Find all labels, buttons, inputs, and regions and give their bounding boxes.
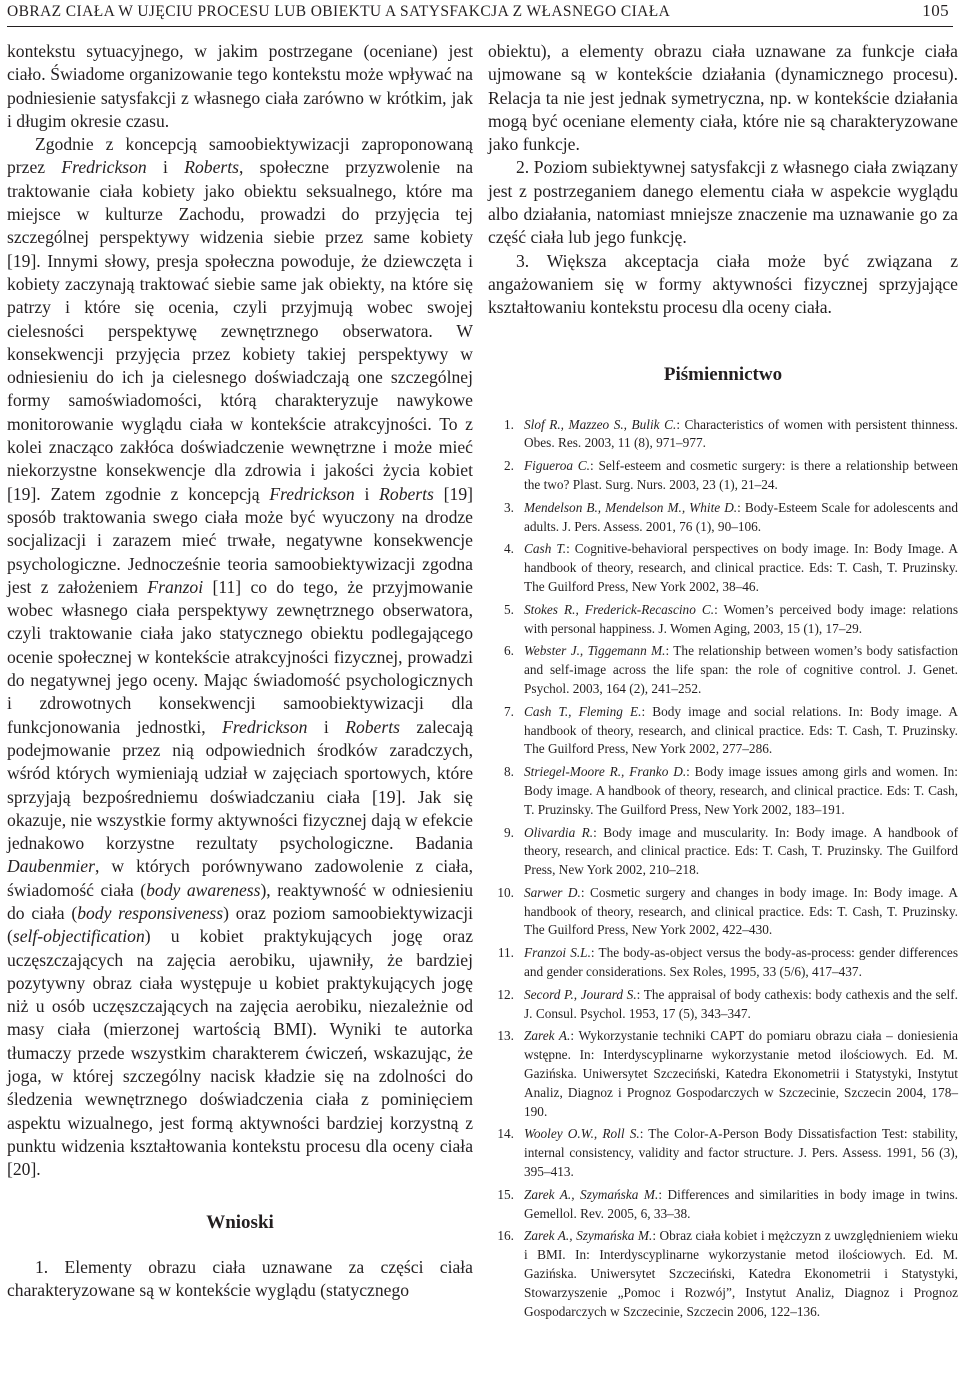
text-run: zalecają podejmowanie przez nią odpowiednich środków zaradczych, wśród których wymieniają udział w zajęciach sportowych, które sprzyjają bezpośredniemu doświadczaniu ciała [19]. Jak się okazuje, nie wszystkie formy aktywności fizycznej dają w efekcie jednakowo korzystne rezultaty psychologiczne. Badania (7, 716, 473, 854)
reference-details: : The Color-A-Person Body Dissatisfaction Test: stability, internal consistency, validity and factor structure. J. Pers. Assess. 1991, 56 (3), 395–413. (524, 1126, 958, 1180)
conclusion-1-start: 1. Elementy obrazu ciała uznawane za części ciała charakteryzowane są w kontekście wyglądu (statycznego (7, 1256, 473, 1300)
author-name: Roberts (379, 483, 434, 504)
reference-number: 12. (497, 986, 514, 1002)
reference-number: 16. (497, 1228, 514, 1244)
reference-details: : Women’s perceived body image: relations with personal happiness. J. Women Aging, 2003, 15 (1), 17–29. (524, 601, 958, 636)
text-run: ), reaktywność w odniesieniu do ciała ( (7, 879, 474, 923)
conclusion-2: 2. Poziom subiektywnej satysfakcji z własnego ciała związany jest z postrzeganiem danego elementu ciała w aspekcie wyglądu albo działania, natomiast mniejsze znaczenie ma uznawanie go za część ciała lub jego funkcję. (488, 157, 958, 248)
author-name: Roberts (184, 157, 239, 178)
conclusion-1-end: obiektu), a elementy obrazu ciała uznawane za funkcje ciała ujmowane są w kontekście działania (dynamicznego procesu). Relacja ta nie jest jednak symetryczna, np. w kontekście działania mogą być oceniane elementy ciała, które nie są charakteryzowane jako funkcje. (488, 41, 958, 155)
references-heading: Piśmiennictwo (663, 363, 783, 385)
english-term: self-objectification (12, 926, 145, 947)
reference-details: : Body image and social relations. In: Body image. A handbook of theory, research, and clinical practice. Eds: T. Cash, T. Pruzinsky. The Guilford Press, New York 2002, 277–286. (524, 703, 958, 757)
text-run: ) oraz poziom samoobiektywizacji ( (7, 902, 474, 947)
reference-details: : Cognitive-behavioral perspectives on body image. In: Body Image. A handbook of theory, research, and clinical practice. Eds: T. Cash, T. Pruzinsky. The Guilford Press, New York 2002, 38–46. (524, 541, 958, 594)
reference-details: : Body-Esteem Scale for adolescents and adults. J. Pers. Assess. 2001, 76 (1), 90–106. (524, 499, 959, 534)
reference-authors: Mendelson B., Mendelson M., White D. (524, 499, 738, 515)
reference-authors: Cash T., Fleming E. (524, 703, 642, 719)
reference-number: 5. (504, 601, 514, 617)
reference-item (488, 499, 958, 537)
reference-item (488, 1227, 958, 1321)
reference-number: 6. (504, 643, 514, 659)
reference-item (488, 763, 958, 819)
author-name: Fredrickson (222, 716, 308, 737)
reference-details: : The body-as-object versus the body-as-process: gender differences and gender considerations. Sex Roles, 1995, 33 (5/6), 417–437. (524, 945, 958, 980)
author-name: Daubenmier (7, 856, 95, 877)
text-run: , społeczne przyzwolenie na traktowanie ciała kobiety jako obiektu seksualnego, które ma miejsce w kulturze Zachodu, prowadzi do przyjęcia tej szczególnej perspektywy widzenia siebie przez same kobiety [19]. Innymi słowy, presja społeczna powoduje, że dziewczęta i kobiety zaczynają traktować siebie same jak obiekty, na które się patrzy i które się ocenia, czyli przyjmują wobec swojej cielesności perspektywę zewnętrznego obserwatora. W konsekwencji przyjęcia przez kobiety takiej perspektywy w odniesieniu do ich ja cielesnego doświadczają one szczególnej formy samoświadomości, którą charakteryzuje nawykowe monitorowanie wyglądu ciała w kontekście atrakcyjności. To z kolei znacząco zakłóca doświadczenie wewnętrzne i może mieć niekorzystne konsekwencje dla zdrowia i jakości życia kobiet [19]. Zatem zgodnie z koncepcją (7, 157, 474, 504)
author-name: Roberts (345, 716, 400, 737)
reference-authors: Olivardia R. (524, 824, 594, 840)
reference-item (488, 601, 958, 639)
reference-authors: Stokes R., Frederick-Recascino C. (524, 601, 715, 617)
reference-number: 10. (497, 884, 514, 900)
reference-authors: Zarek A. (524, 1028, 571, 1044)
reference-item (488, 642, 958, 698)
reference-authors: Zarek A., Szymańska M. (524, 1186, 659, 1202)
reference-number: 7. (504, 703, 514, 719)
reference-authors: Sarwer D. (524, 884, 581, 900)
left-column (7, 40, 473, 1302)
reference-details: : The appraisal of body cathexis: body cathexis and the self. J. Consul. Psychol. 1953, 17 (5), 343–347. (524, 986, 958, 1021)
reference-details: : Cosmetic surgery and changes in body image. In: Body image. A handbook of theory, research, and clinical practice. Eds: T. Cash, T. Pruzinsky. The Guilford Press, New York 2002, 422–430. (524, 884, 959, 938)
reference-item (488, 1125, 958, 1181)
reference-number: 1. (504, 416, 514, 432)
reference-number: 4. (504, 541, 514, 557)
text-run: i (146, 157, 185, 178)
english-term: body responsiveness (77, 902, 224, 923)
author-name: Fredrickson (269, 483, 355, 504)
reference-authors: Wooley O.W., Roll S. (524, 1126, 640, 1142)
running-title: OBRAZ CIAŁA W UJĘCIU PROCESU LUB OBIEKTU A SATYSFAKCJA Z WŁASNEGO CIAŁA (7, 3, 671, 20)
reference-item (488, 1027, 958, 1121)
reference-details: : Differences and similarities in body image in twins. Gemellol. Rev. 2005, 6, 33–38. (524, 1186, 959, 1221)
text-run: ) u kobiet praktykujących jogę oraz uczęszczających na zajęcia aerobiku, ujawniły, że bardziej pozytywny obraz ciała występuje u kobiet praktykujących jogę niż u osób uczęszczających na zajęcia aerobiku, niezależnie od masy ciała (mierzonej wartością BMI). Wyniki te autorka tłumaczy przede wszystkim charakterem ćwiczeń, wskazując, że joga, w której szczególny nacisk kładzie się na zdolności do śledzenia wewnętrznego doświadczenia ciała z pominięciem aspektu wizualnego, jest formą aktywności bardziej korzystną z punktu widzenia kształtowania kontekstu procesu dla oceny ciała [20]. (7, 926, 473, 1180)
text-run: [19] sposób traktowania swego ciała może być wyuczony na drodze socjalizacji i zarazem mieć trwałe, negatywne konsekwencje psychologiczne. Jednocześnie teoria samoobiektywizacji zgodna jest z założeniem (7, 483, 473, 597)
author-name: Franzoi (147, 576, 204, 597)
text-run: , w których porównywano zadowolenie z ciała, świadomość ciała ( (7, 856, 473, 900)
reference-details: : Wykorzystanie techniki CAPT do pomiaru obrazu ciała – doniesienia wstępne. In: Interdyscyplinarne wykorzystanie metod ilościowych. Ed. M. Gazińska. Uniwersytet Szczeciński, Katedra Ekonometrii i Statystyki, Instytut Analiz, Diagnoz i Prognoz Gospodarczych w Szczecinie, Szczecin 2004, 178–190. (524, 1028, 959, 1119)
reference-authors: Cash T. (524, 541, 567, 557)
paragraph-self-objectification (7, 133, 473, 1181)
reference-number: 11. (497, 945, 514, 961)
reference-authors: Franzoi S.L. (524, 945, 591, 961)
reference-authors: Webster J., Tiggemann M. (524, 643, 666, 659)
right-column (488, 40, 958, 1325)
reference-authors: Zarek A., Szymańska M. (524, 1228, 653, 1244)
paragraph-context: kontekstu sytuacyjnego, w jakim postrzegane (oceniane) jest ciało. Świadome organizowanie tego kontekstu może wpływać na podniesienie satysfakcji z własnego ciała zarówno w krótkim, jak i długim okresie czasu. (7, 41, 473, 131)
reference-number: 8. (504, 764, 514, 780)
reference-item (488, 416, 958, 454)
reference-authors: Striegel-Moore R., Franko D. (524, 764, 687, 780)
english-term: body awareness (146, 879, 261, 900)
text-run: i (354, 483, 380, 504)
conclusions-heading: Wnioski (206, 1211, 274, 1233)
reference-authors: Secord P., Jourard S. (524, 986, 637, 1002)
reference-item (488, 457, 958, 495)
reference-item (488, 824, 958, 880)
reference-number: 2. (504, 458, 514, 474)
reference-item (488, 884, 958, 940)
reference-details: : Self-esteem and cosmetic surgery: is there a relationship between the two? Plast. Surg. Nurs. 2003, 23 (1), 21–24. (524, 458, 958, 492)
reference-item (488, 986, 958, 1024)
author-name: Fredrickson (61, 157, 147, 178)
reference-details: : Body image issues among girls and women. In: Body image. A handbook of theory, research, and clinical practice. Eds: T. Cash, T. Pruzinsky. The Guilford Press, New York 2002, 183–191. (524, 764, 958, 817)
reference-details: : Body image and muscularity. In: Body image. A handbook of theory, research, and clinical practice. Eds: T. Cash, T. Pruzinsky. The Guilford Press, New York 2002, 210–218. (524, 824, 959, 878)
reference-number: 14. (497, 1126, 514, 1142)
reference-number: 9. (504, 824, 514, 840)
text-run: i (307, 716, 346, 737)
reference-details: : Characteristics of women with persistent thinness. Obes. Res. 2003, 11 (8), 971–977. (524, 416, 958, 451)
reference-authors: Slof R., Mazzeo S., Bulik C. (524, 416, 677, 432)
conclusion-3: 3. Większa akceptacja ciała może być związana z angażowaniem się w formy aktywności fizycznej sprzyjające kształtowaniu kontekstu procesu dla oceny ciała. (488, 250, 958, 318)
page-number: 105 (922, 1, 949, 20)
text-run: [11] co do tego, że przyjmowanie wobec własnego ciała perspektywy zewnętrznego obserwatora, czyli traktowanie ciała jako statycznego obiektu podlegającego ocenie społecznej w kontekście atrakcyjności fizycznej, prowadzi do negatywnej jego oceny. Mając świadomość psychologicznych i zdrowotnych konsekwencji samoobiektywizacji dla funkcjonowania jednostki, (7, 576, 473, 737)
text-run: Zgodnie z koncepcją samoobiektywizacji zaproponowaną przez (7, 134, 473, 178)
reference-item (488, 540, 958, 596)
reference-details: : Obraz ciała kobiet i mężczyzn z uwzględnieniem wieku i BMI. In: Interdyscyplinarne wykorzystanie metod ilościowych. Ed. M. Gazińska. Uniwersytet Szczeciński, Katedra Ekonometrii i Statystyki, Stowarzyszenie „Pomoc i Rozwój”, Instytut Analiz, Diagnoz i Prognoz Gospodarczych w Szczecinie, Szczecin 2006, 122–136. (524, 1228, 959, 1319)
reference-item (488, 944, 958, 982)
running-header (7, 0, 953, 27)
reference-number: 3. (504, 499, 514, 515)
reference-authors: Figueroa C. (524, 458, 590, 474)
reference-item (488, 703, 958, 759)
reference-details: : The relationship between women’s body satisfaction and self-image across the life span: the role of cognitive control. J. Genet. Psychol. 2003, 164 (2), 241–252. (524, 643, 958, 696)
reference-number: 13. (497, 1028, 514, 1044)
reference-item (488, 1186, 958, 1224)
reference-number: 15. (497, 1186, 514, 1202)
references-list (488, 416, 958, 1322)
